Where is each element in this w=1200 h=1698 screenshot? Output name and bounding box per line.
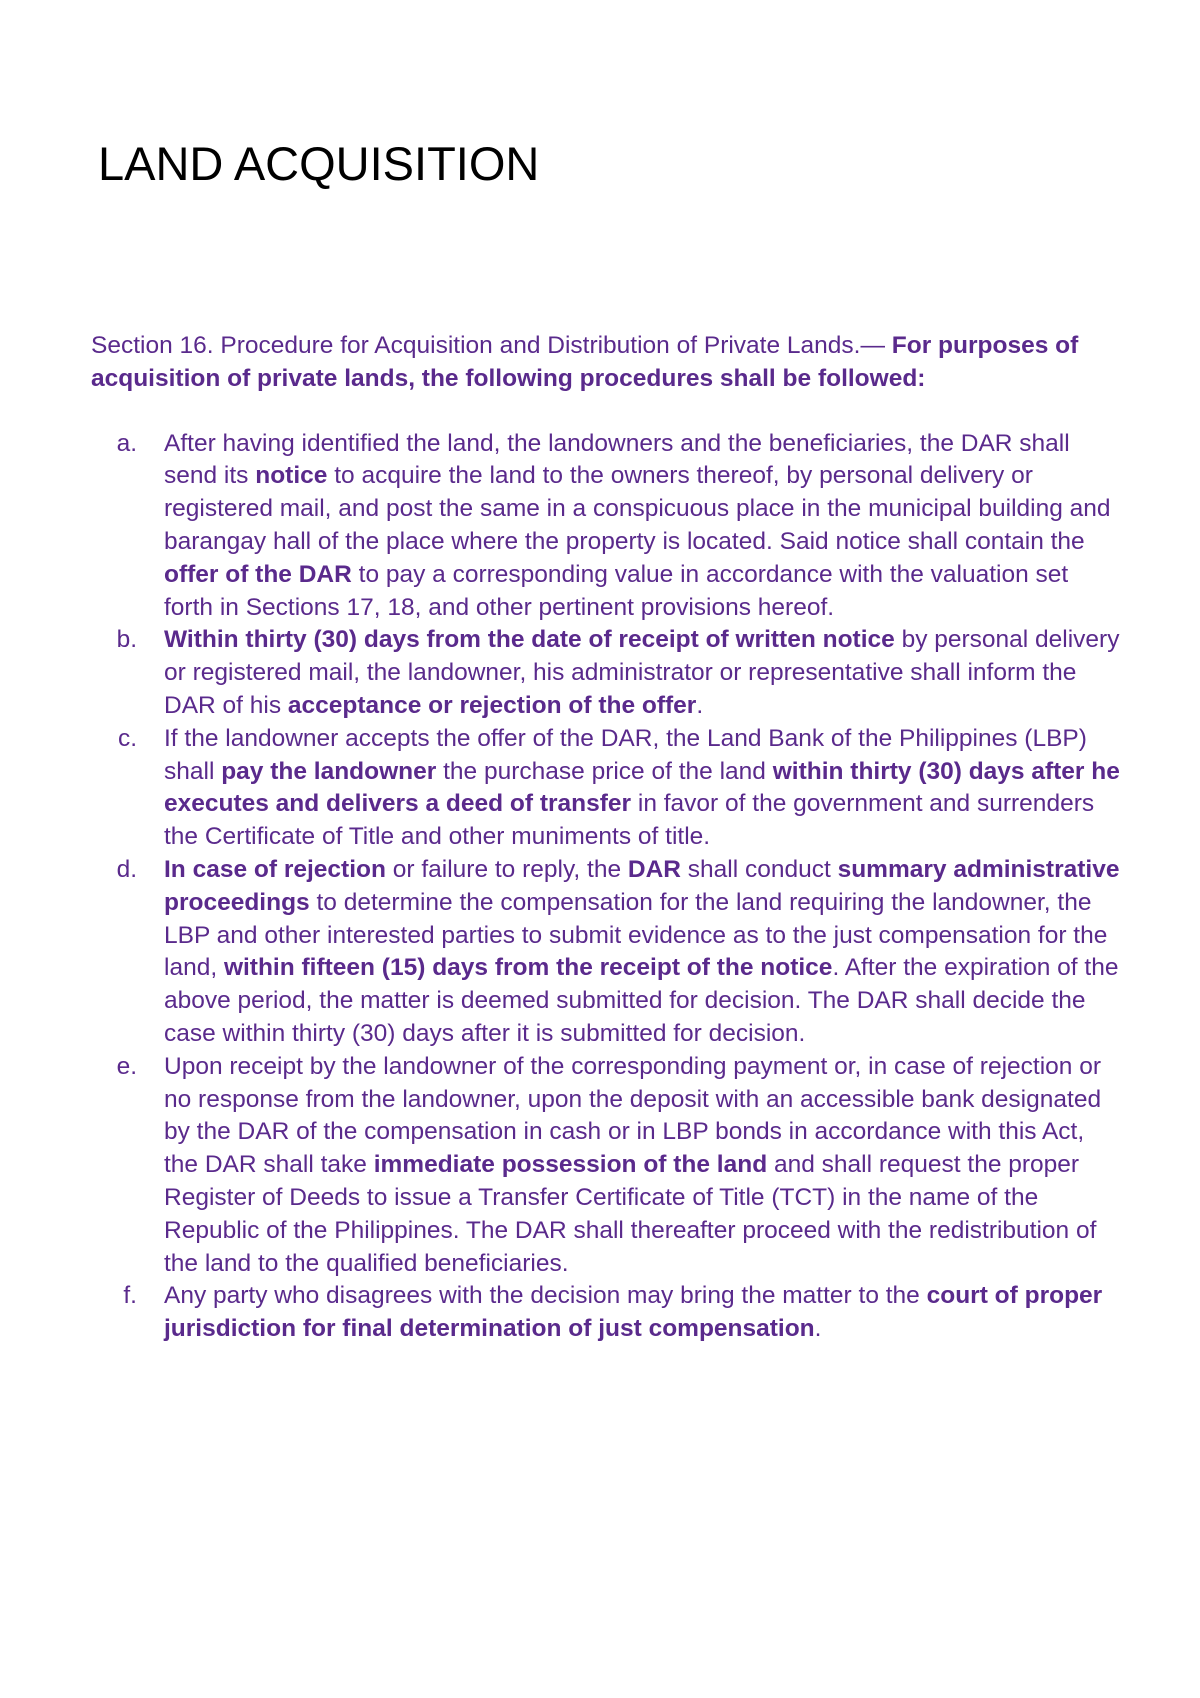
section-intro-bold: For purposes of acquisition of private lands, the following procedures shall be followed:: [91, 332, 1079, 392]
bold-text-segment: pay the landowner: [221, 757, 437, 785]
text-segment: to acquire the land to the owners thereof, by personal delivery or registered mail, and post the same in a conspicuous place in the municipal building and barangay hall of the place where the property is located. Said notice shall contain the: [164, 462, 1111, 555]
bold-text-segment: summary administrative proceedings: [164, 855, 1120, 916]
section-intro: [91, 330, 1121, 396]
bold-text-segment: within fifteen (15) days from the receipt of the notice: [223, 954, 833, 982]
section-body: [91, 330, 1121, 1346]
bold-text-segment: court of proper jurisdiction for final determination of just compensation: [164, 1282, 1103, 1343]
list-item: [91, 1280, 1121, 1346]
list-item-text: [164, 725, 1120, 850]
text-segment: to determine the compensation for the land requiring the landowner, the LBP and other interested parties to submit evidence as to the just compensation for the land,: [164, 888, 1108, 982]
list-marker: f.: [123, 1282, 137, 1310]
bold-text-segment: In case of rejection: [164, 855, 386, 883]
text-segment: or failure to reply, the: [385, 855, 628, 883]
bold-text-segment: within thirty (30) days after he executes and delivers a deed of transfer: [164, 757, 1120, 818]
bold-text-segment: offer of the DAR: [164, 560, 352, 588]
list-item: [91, 1051, 1121, 1281]
text-segment: .: [696, 691, 704, 719]
section-heading: Section 16. Procedure for Acquisition and Distribution of Private Lands.—: [91, 332, 885, 359]
bold-text-segment: Within thirty (30) days from the date of receipt of written notice: [164, 626, 895, 654]
bold-text-segment: DAR: [627, 855, 681, 883]
text-segment: . After the expiration of the above period, the matter is deemed submitted for decision. The DAR shall decide the case within thirty (30) days after it is submitted for decision.: [164, 954, 1119, 1047]
list-item: [91, 624, 1121, 722]
text-segment: shall conduct: [680, 855, 838, 883]
bold-text-segment: immediate possession of the land: [373, 1151, 768, 1179]
list-item-text: [164, 430, 1111, 621]
text-segment: in favor of the government and surrenders the Certificate of Title and other muniments of title.: [164, 790, 1095, 851]
text-segment: After having identified the land, the landowners and the beneficiaries, the DAR shall send its: [164, 429, 1070, 490]
list-marker: d.: [116, 855, 137, 883]
list-marker: a.: [116, 429, 137, 457]
bold-text-segment: notice: [255, 462, 328, 490]
list-marker: c.: [117, 724, 137, 752]
bold-text-segment: acceptance or rejection of the offer: [287, 691, 697, 719]
page-title: LAND ACQUISITION: [98, 137, 540, 190]
text-segment: Any party who disagrees with the decision may bring the matter to the: [164, 1282, 927, 1310]
text-segment: Upon receipt by the landowner of the corresponding payment or, in case of rejection or no response from the landowner, upon the deposit with an accessible bank designated by the DAR of the compensation in cash or in LBP bonds in accordance with this Act, the DAR shall take: [164, 1052, 1102, 1179]
list-item: [91, 723, 1121, 854]
text-segment: and shall request the proper Register of Deeds to issue a Transfer Certificate of Title (TCT) in the name of the Republic of the Philippines. The DAR shall thereafter proceed with the redistribution of the land to the qualified beneficiaries.: [164, 1151, 1097, 1277]
list-marker: e.: [116, 1052, 137, 1080]
list-marker: b.: [116, 626, 137, 654]
text-segment: If the landowner accepts the offer of the DAR, the Land Bank of the Philippines (LBP) shall: [164, 724, 1087, 785]
list-item-text: [164, 626, 1119, 719]
text-segment: by personal delivery or registered mail, the landowner, his administrator or representative shall inform the DAR of his: [164, 626, 1120, 719]
list-item-text: [164, 1282, 1102, 1342]
list-item-text: [164, 1053, 1101, 1277]
list-item-text: [164, 856, 1119, 1047]
text-segment: .: [814, 1315, 822, 1343]
text-segment: to pay a corresponding value in accordance with the valuation set forth in Sections 17, 18, and other pertinent provisions hereof.: [164, 560, 1069, 621]
list-item: [91, 854, 1121, 1051]
list-item: [91, 428, 1121, 625]
procedure-list: [91, 428, 1121, 1346]
text-segment: the purchase price of the land: [436, 757, 773, 785]
